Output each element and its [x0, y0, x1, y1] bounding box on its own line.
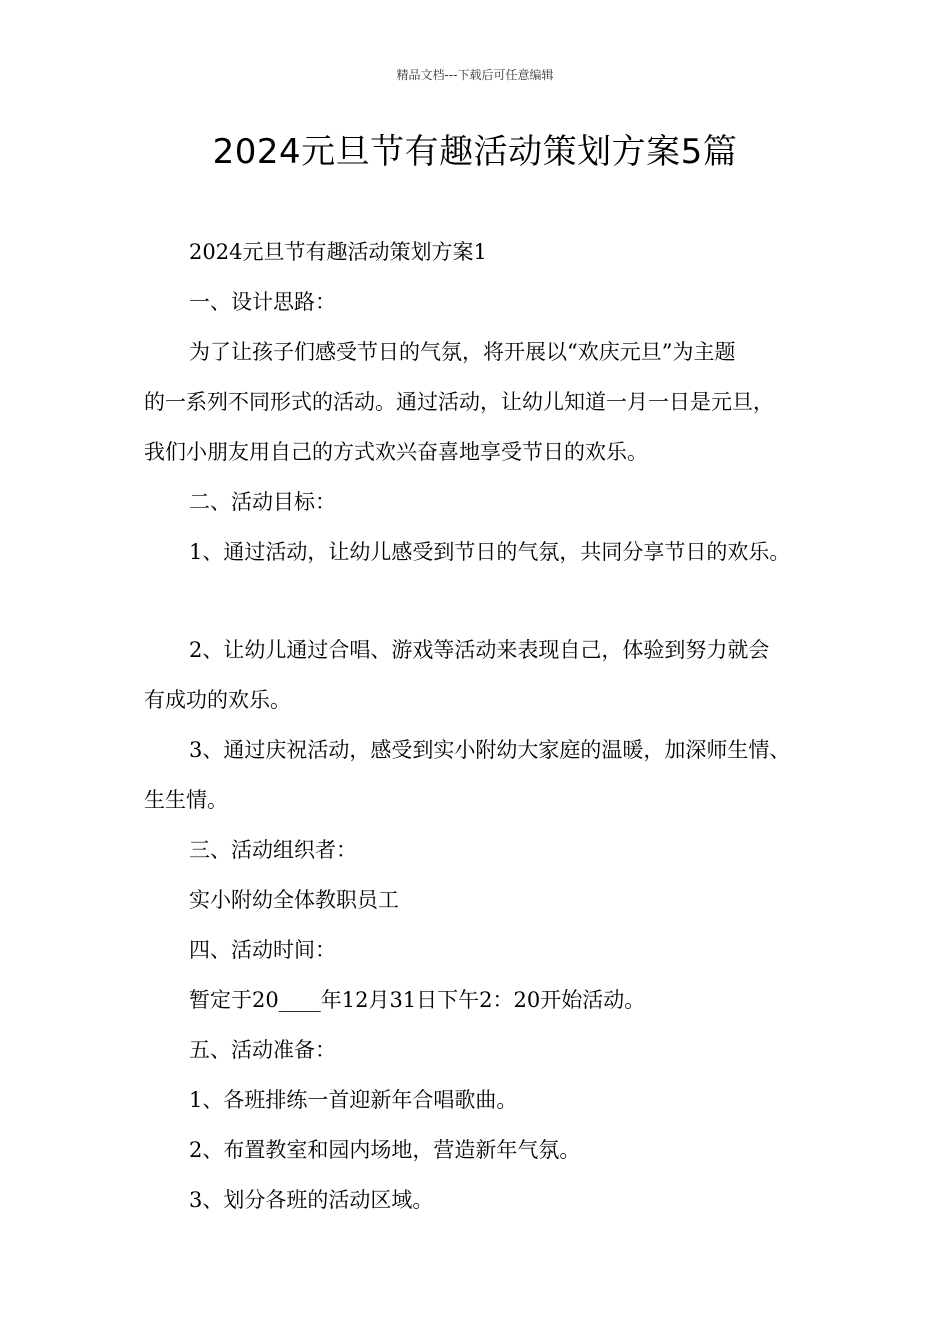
paragraph-line: 我们小朋友用自己的方式欢兴奋喜地享受节日的欢乐。 [144, 440, 648, 464]
paragraph-line: 3、通过庆祝活动，感受到实小附幼大家庭的温暖，加深师生情、 [189, 738, 791, 762]
paragraph-line: 有成功的欢乐。 [144, 688, 291, 712]
paragraph-line: 实小附幼全体教职员工 [189, 888, 399, 912]
paragraph-line: 一、设计思路： [189, 290, 336, 314]
paragraph-line: 二、活动目标： [189, 490, 336, 514]
paragraph-line: 为了让孩子们感受节日的气氛，将开展以“欢庆元旦”为主题 [189, 340, 736, 364]
paragraph-line: 五、活动准备： [189, 1038, 336, 1062]
paragraph-line: 2、布置教室和园内场地，营造新年气氛。 [189, 1138, 581, 1162]
paragraph-line: 暂定于20____年12月31日下午2：20开始活动。 [189, 988, 646, 1012]
section-heading: 2024元旦节有趣活动策划方案1 [189, 240, 487, 264]
page-header: 精品文档---下载后可任意编辑 [396, 68, 554, 82]
paragraph-line: 四、活动时间： [189, 938, 336, 962]
paragraph-line: 3、划分各班的活动区域。 [189, 1188, 434, 1212]
paragraph-line: 2、让幼儿通过合唱、游戏等活动来表现自己，体验到努力就会 [189, 638, 770, 662]
paragraph-line: 1、各班排练一首迎新年合唱歌曲。 [189, 1088, 518, 1112]
paragraph-line: 的一系列不同形式的活动。通过活动，让幼儿知道一月一日是元旦， [144, 390, 774, 414]
paragraph-line: 1、通过活动，让幼儿感受到节日的气氛，共同分享节日的欢乐。 [189, 540, 791, 564]
paragraph-line: 生生情。 [144, 788, 228, 812]
document-title: 2024元旦节有趣活动策划方案5篇 [212, 132, 738, 172]
paragraph-line: 三、活动组织者： [189, 838, 357, 862]
